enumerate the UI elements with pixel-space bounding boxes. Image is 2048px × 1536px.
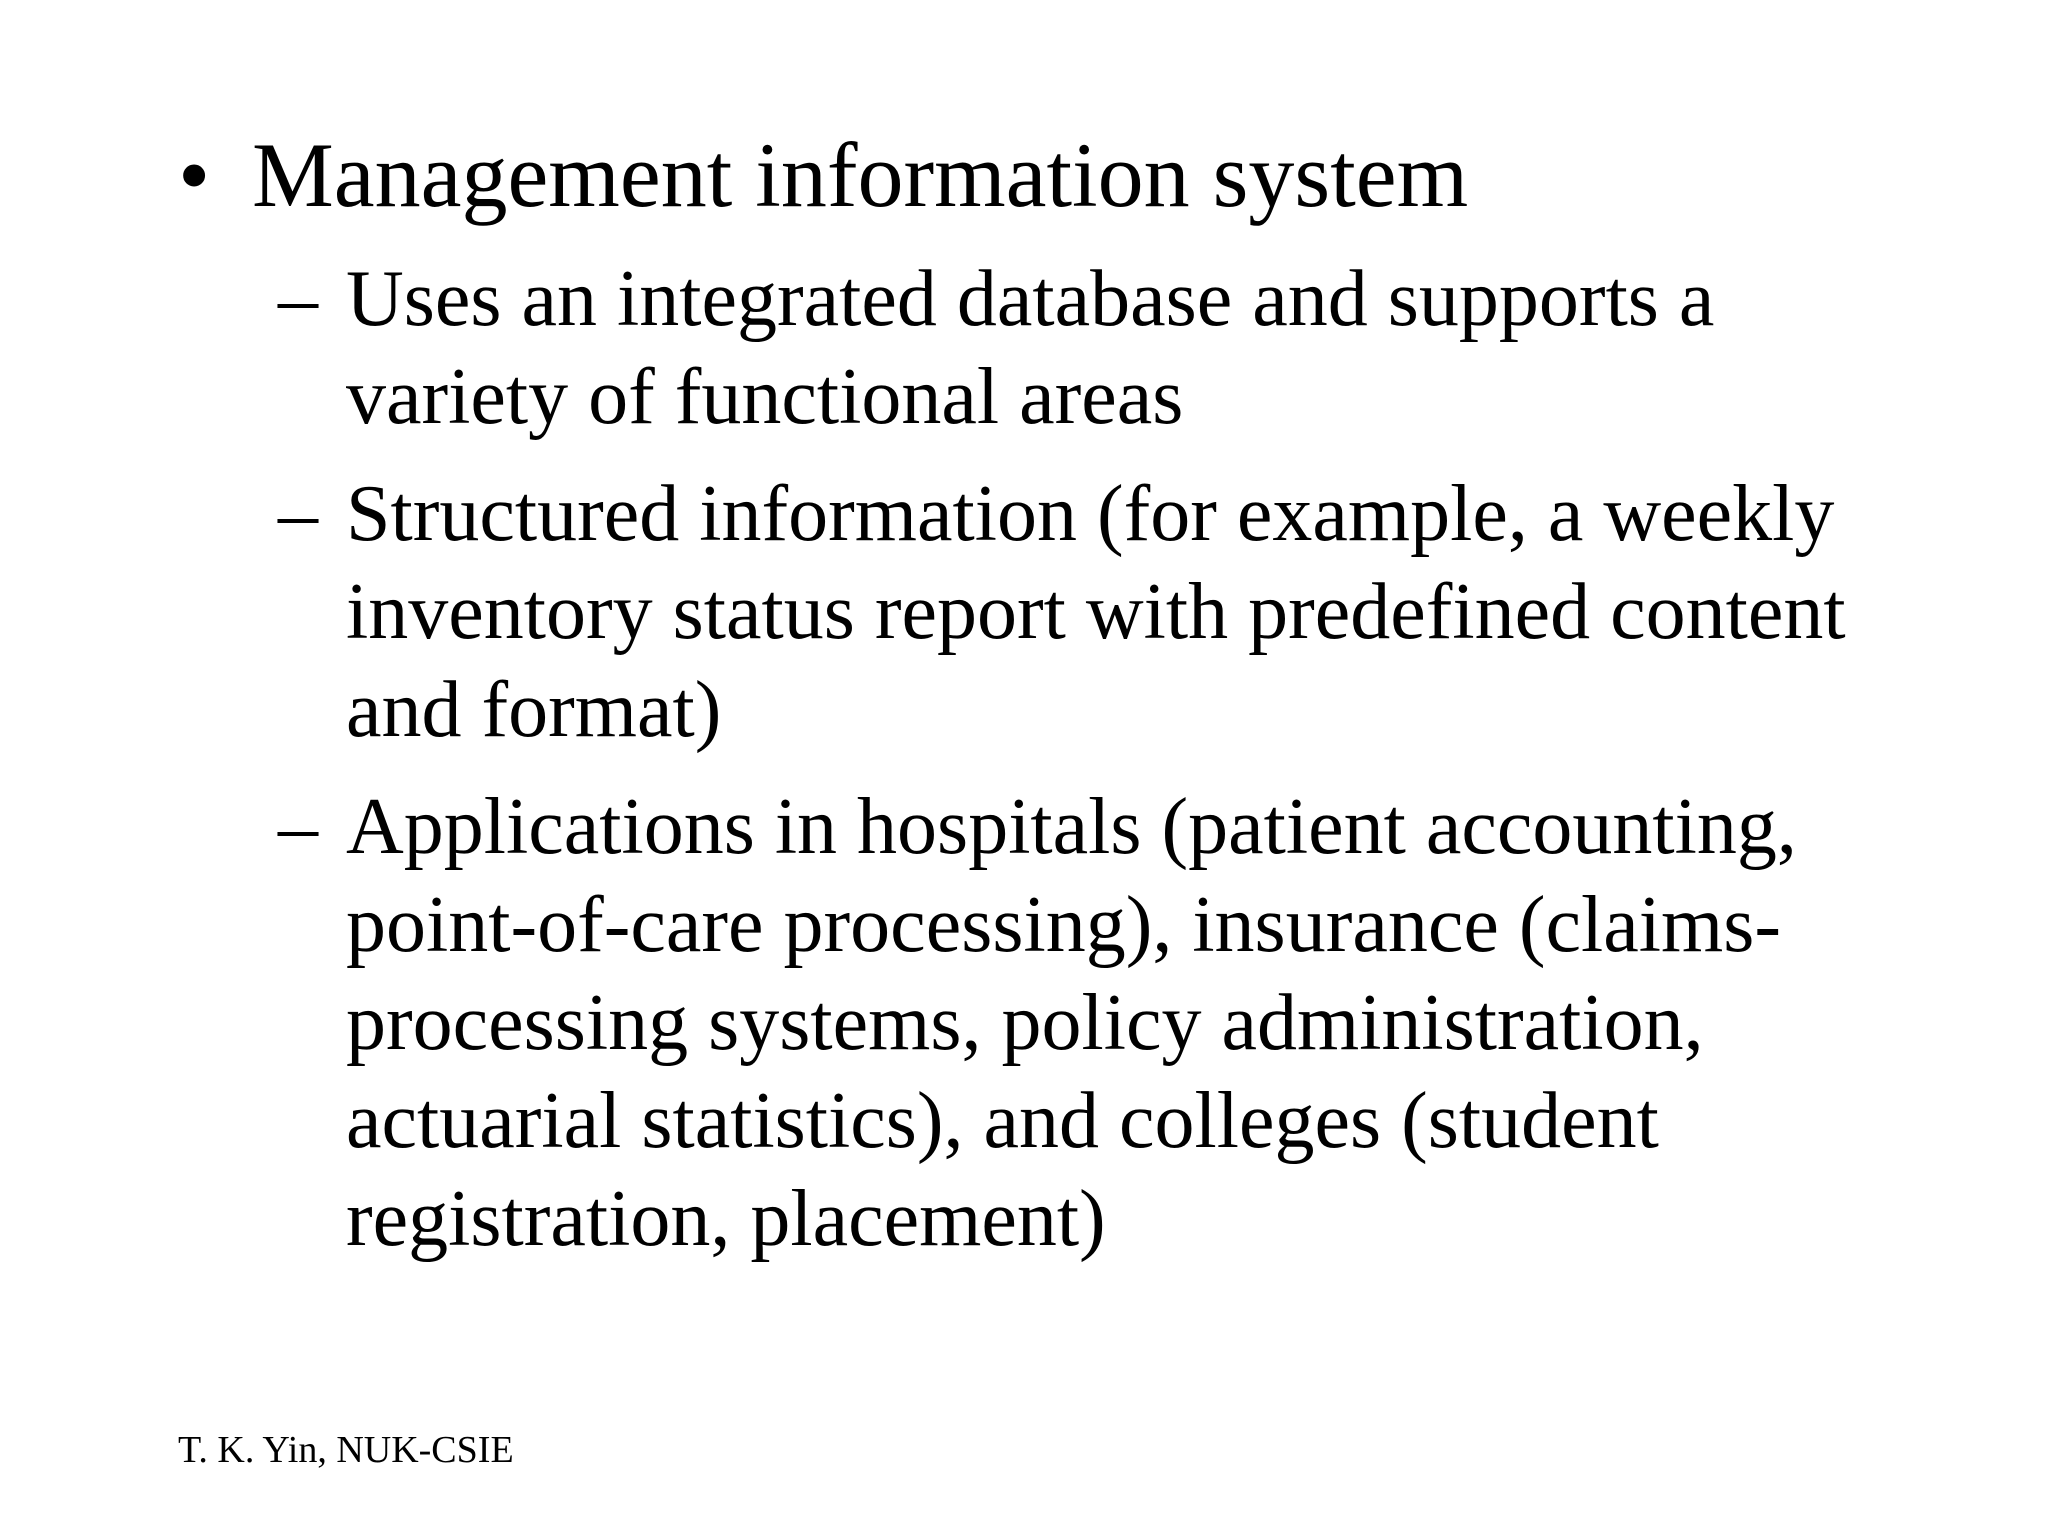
- sub-bullet-line: and format): [346, 666, 722, 754]
- sub-bullet-line: actuarial statistics), and colleges (student: [346, 1077, 1659, 1165]
- sub-bullet-line: Structured information (for example, a weekly: [346, 470, 1835, 558]
- bullet-marker: •: [178, 124, 211, 226]
- dash-marker: –: [278, 470, 318, 558]
- sub-bullet-line: point-of-care processing), insurance (claims-: [346, 881, 1781, 969]
- sub-bullet-line: inventory status report with predefined content: [346, 568, 1846, 656]
- sub-bullet-line: variety of functional areas: [346, 353, 1184, 441]
- sub-bullet-line: Uses an integrated database and supports a: [346, 255, 1715, 343]
- sub-bullet-structured-information: [278, 465, 1898, 759]
- footer-author: T. K. Yin, NUK-CSIE: [178, 1429, 514, 1471]
- main-bullet-text: Management information system: [252, 124, 1469, 226]
- sub-bullet-line: Applications in hospitals (patient accounting,: [346, 783, 1797, 871]
- sub-bullet-line: processing systems, policy administration,: [346, 979, 1704, 1067]
- sub-bullet-list: [278, 250, 1898, 1287]
- dash-marker: –: [278, 783, 318, 871]
- sub-bullet-integrated-database: [278, 250, 1898, 446]
- sub-bullet-applications: [278, 778, 1898, 1268]
- sub-bullet-line: registration, placement): [346, 1175, 1106, 1263]
- dash-marker: –: [278, 255, 318, 343]
